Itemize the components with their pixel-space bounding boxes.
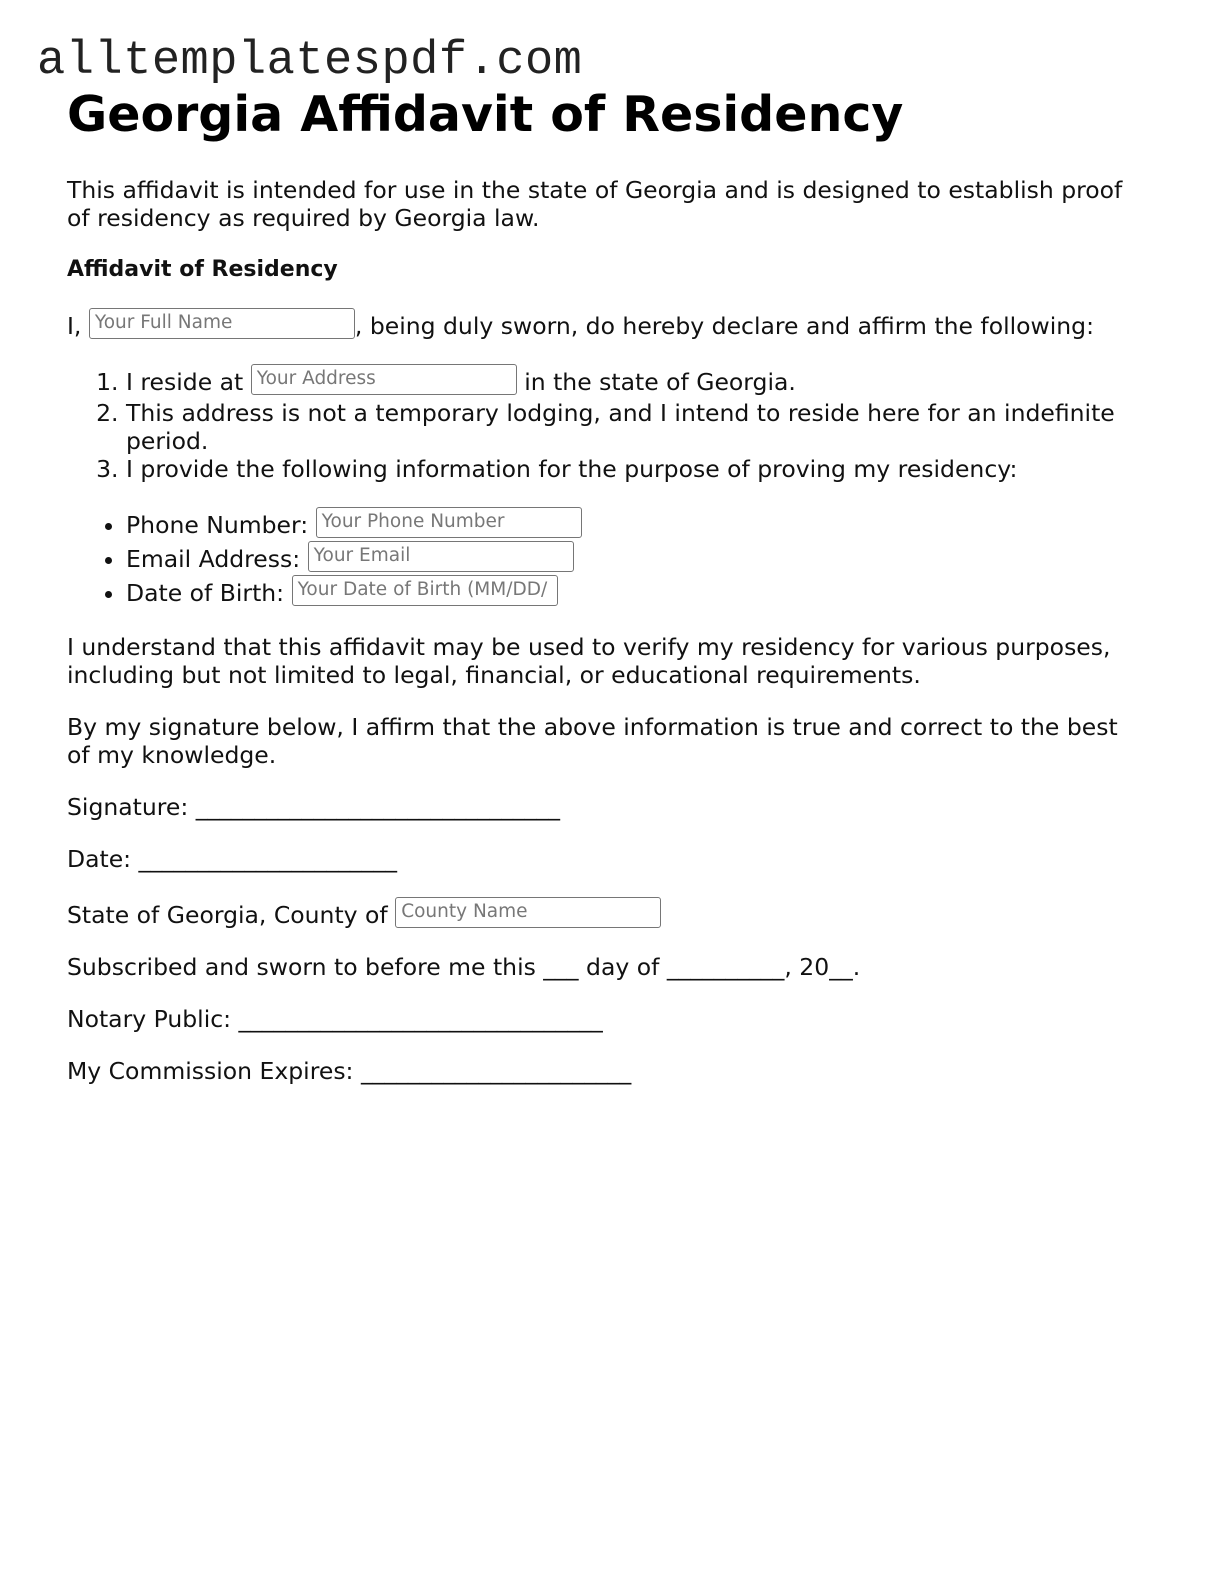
info-item-phone [126, 507, 1147, 541]
notary-line: Notary Public: _______________________________ [67, 1005, 603, 1033]
county-line [67, 897, 1147, 929]
numbered-list [67, 364, 1147, 483]
dob-label: Date of Birth: [126, 579, 285, 607]
page-title: Georgia Affidavit of Residency [67, 86, 904, 143]
understand-paragraph: I understand that this affidavit may be used to verify my residency for various purposes, including but not limited to legal, financial, or educational requirements. [67, 633, 1111, 689]
dob-input[interactable]: Your Date of Birth (MM/DD/ [292, 575, 558, 606]
commission-line: My Commission Expires: _______________________ [67, 1057, 632, 1085]
address-input[interactable]: Your Address [251, 364, 517, 395]
declaration-prefix: I, [67, 312, 82, 340]
county-prefix: State of Georgia, County of [67, 901, 388, 929]
declaration-suffix: , being duly sworn, do hereby declare and affirm the following: [354, 312, 1094, 340]
residence-prefix: I reside at [126, 368, 244, 396]
affidavit-document [67, 86, 1147, 1085]
affirm-paragraph: By my signature below, I affirm that the above information is true and correct to the best of my knowledge. [67, 713, 1118, 769]
watermark: alltemplatespdf.com [37, 35, 583, 88]
info-item-dob [126, 575, 1147, 609]
list-item-permanent: 2. This address is not a temporary lodging, and I intend to reside here for an indefinite period. [126, 399, 1147, 455]
phone-input[interactable]: Your Phone Number [316, 507, 582, 538]
list-item-residence [126, 364, 1147, 396]
section-title: Affidavit of Residency [67, 257, 338, 282]
date-line: Date: ______________________ [67, 845, 398, 873]
sworn-line: Subscribed and sworn to before me this ___ day of __________, 20__. [67, 953, 861, 981]
info-list [67, 507, 1147, 609]
intro-paragraph: This affidavit is intended for use in the state of Georgia and is designed to establish proof of residency as required by Georgia law. [67, 176, 1123, 232]
county-input[interactable]: County Name [395, 897, 661, 928]
signature-line: Signature: _______________________________ [67, 793, 561, 821]
info-item-email [126, 541, 1147, 575]
list-item-proof: 3. I provide the following information for the purpose of proving my residency: [126, 455, 1147, 483]
phone-label: Phone Number: [126, 511, 309, 539]
declaration-line [67, 308, 1147, 340]
email-label: Email Address: [126, 545, 301, 573]
email-input[interactable]: Your Email [308, 541, 574, 572]
full-name-input[interactable]: Your Full Name [89, 308, 355, 339]
residence-suffix: in the state of Georgia. [516, 368, 796, 396]
